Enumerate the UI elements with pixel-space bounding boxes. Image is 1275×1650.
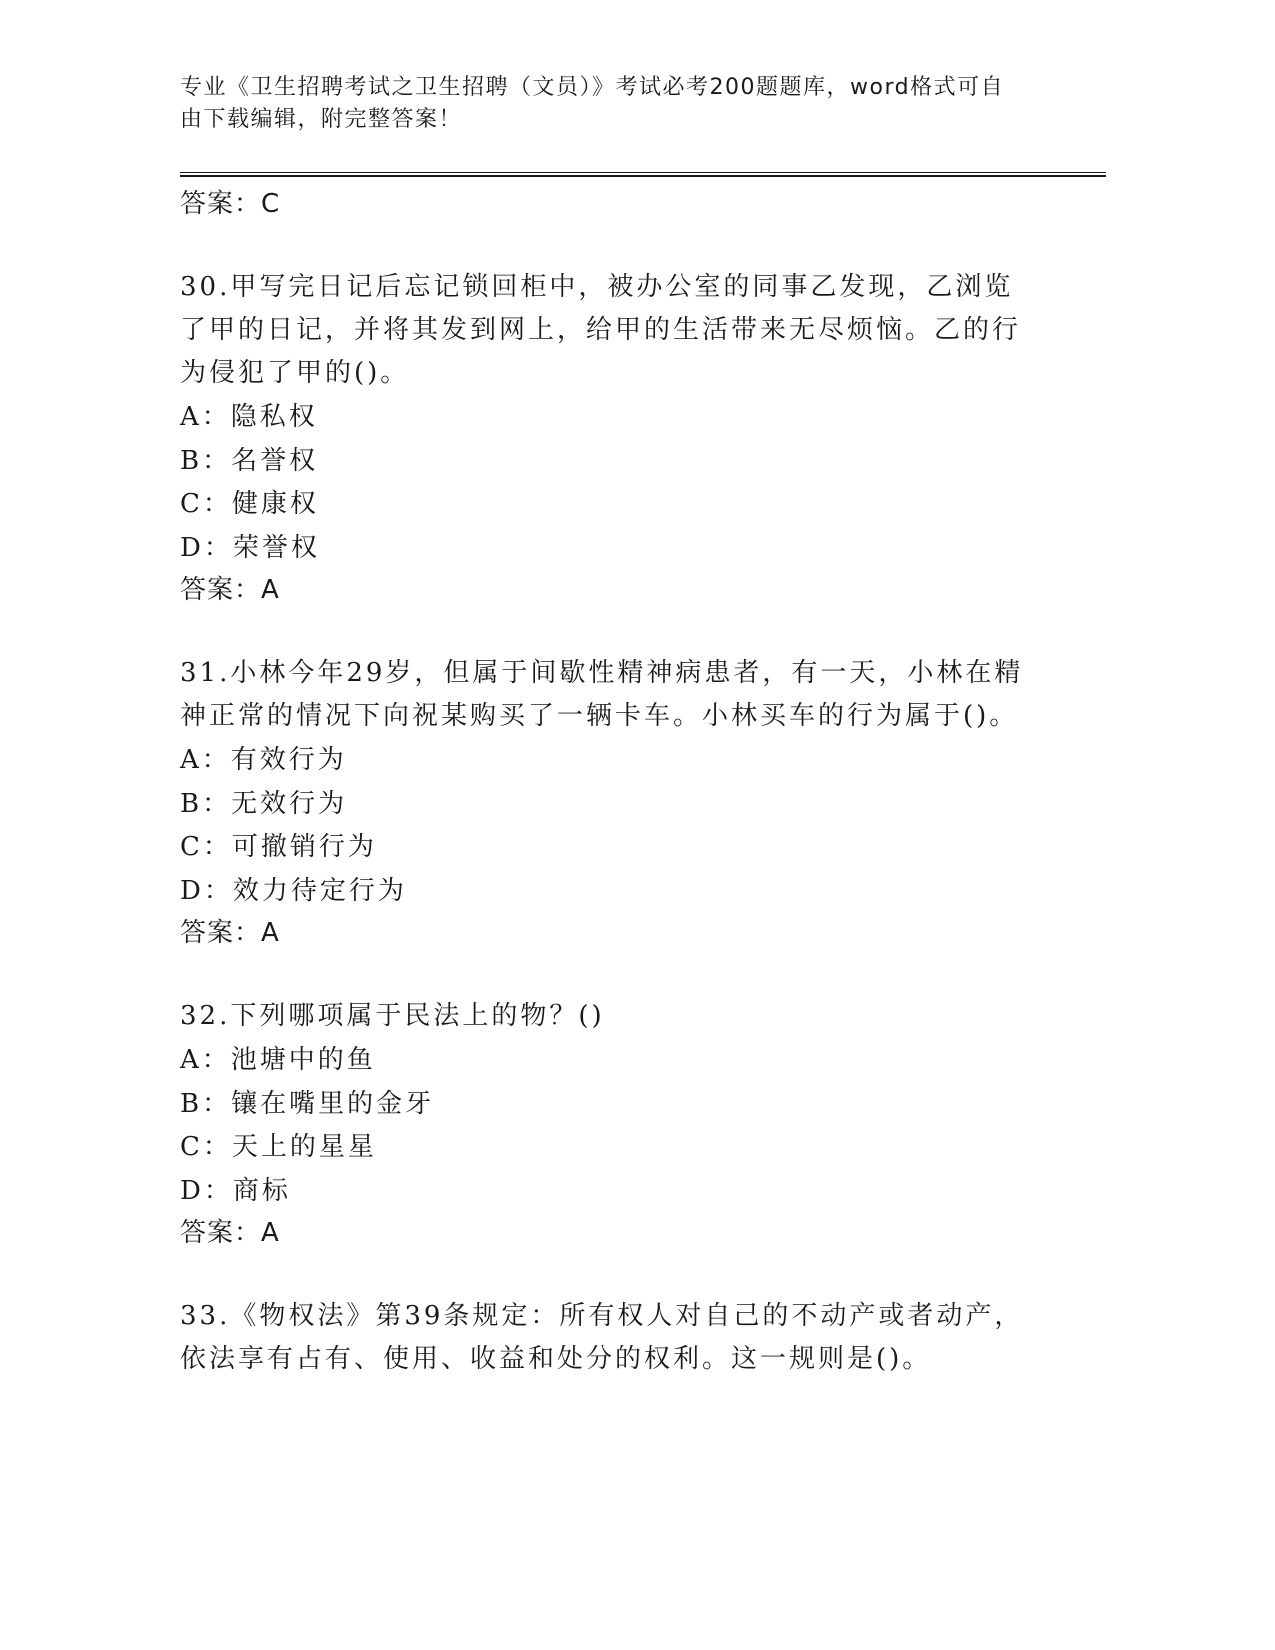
document-header — [180, 72, 1030, 136]
option-a: A：有效行为 — [180, 745, 347, 775]
question-33 — [180, 1295, 1040, 1381]
option-d: D：商标 — [180, 1175, 291, 1206]
header-line-2: 由下载编辑，附完整答案！ — [180, 107, 463, 132]
question-stem: 33.《物权法》第39条规定：所有权人对自己的不动产或者动产，依法享有占有、使用、收益和处分的权利。这一规则是()。 — [180, 1301, 1024, 1374]
answer-29: 答案：C — [180, 189, 281, 219]
question-stem: 30.甲写完日记后忘记锁回柜中，被办公室的同事乙发现，乙浏览了甲的日记，并将其发到网上，给甲的生活带来无尽烦恼。乙的行为侵犯了甲的()。 — [180, 272, 1022, 388]
question-stem: 31.小林今年29岁，但属于间歇性精神病患者，有一天，小林在精神正常的情况下向祝某购买了一辆卡车。小林买车的行为属于()。 — [180, 658, 1024, 731]
option-d: D：效力待定行为 — [180, 875, 407, 906]
answer: 答案：A — [180, 1218, 280, 1248]
answer: 答案：A — [180, 575, 280, 605]
header-line-1: 专业《卫生招聘考试之卫生招聘（文员）》考试必考200题题库，word格式可自 — [180, 75, 1005, 100]
option-b: B：名誉权 — [180, 445, 319, 476]
question-31 — [180, 652, 1040, 953]
option-c: C：可撤销行为 — [180, 832, 377, 862]
question-30 — [180, 266, 1040, 610]
answer: 答案：A — [180, 918, 280, 948]
option-a: A：隐私权 — [180, 402, 318, 432]
option-c: C：健康权 — [180, 489, 319, 519]
option-b: B：镶在嘴里的金牙 — [180, 1088, 435, 1119]
header-divider — [180, 172, 1106, 177]
question-32 — [180, 995, 1040, 1253]
option-d: D：荣誉权 — [180, 532, 320, 563]
option-b: B：无效行为 — [180, 788, 348, 819]
question-stem: 32.下列哪项属于民法上的物？() — [180, 1001, 605, 1031]
option-c: C：天上的星星 — [180, 1132, 377, 1162]
document-body — [180, 184, 1040, 1382]
option-a: A：池塘中的鱼 — [180, 1045, 376, 1075]
